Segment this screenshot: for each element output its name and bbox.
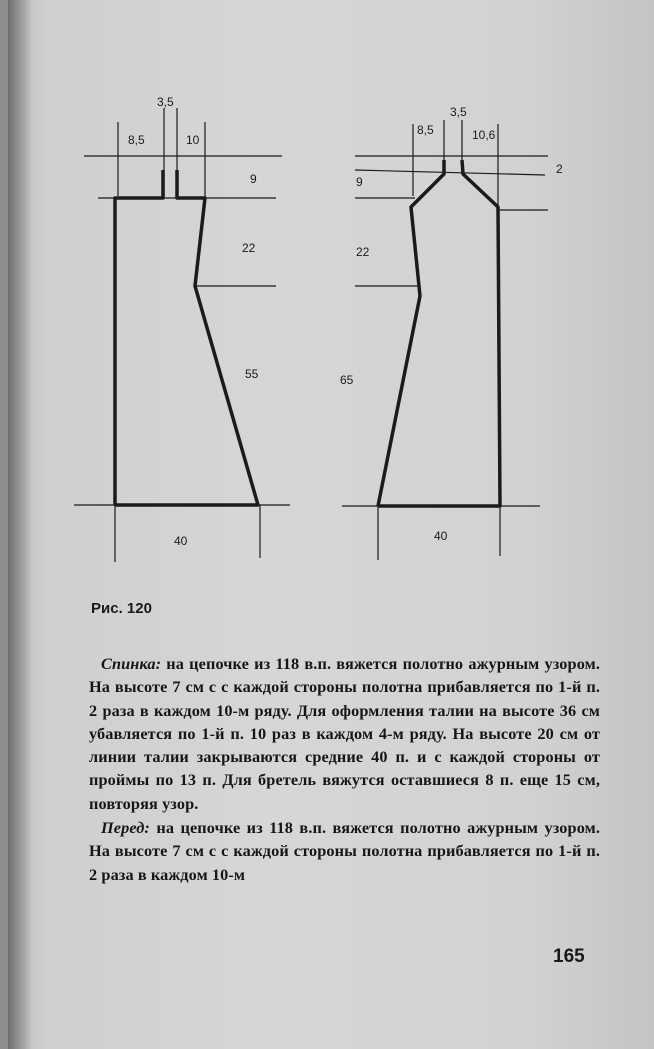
instructions-text <box>89 652 600 886</box>
back-label-neck-offset: 3,5 <box>157 95 174 109</box>
back-pattern-diagram <box>74 108 290 562</box>
page-number: 165 <box>553 946 585 967</box>
front-label-shoulder-right: 10,6 <box>472 128 496 142</box>
back-label-armhole-height: 9 <box>250 172 257 186</box>
pattern-figure <box>8 0 654 620</box>
front-label-neck-offset: 3,5 <box>450 105 467 119</box>
back-label-hem-width: 40 <box>174 534 188 548</box>
front-label-hem-width: 40 <box>434 529 448 543</box>
back-label-to-waist: 22 <box>242 241 256 255</box>
front-label-to-waist: 22 <box>356 245 370 259</box>
book-page <box>8 0 654 1049</box>
front-label-total-length: 65 <box>340 373 354 387</box>
back-label-shoulder-right: 10 <box>186 133 200 147</box>
back-paragraph <box>89 652 600 815</box>
front-lead: Перед: <box>101 818 150 838</box>
front-label-neck-drop: 2 <box>556 162 563 176</box>
front-paragraph <box>89 816 600 886</box>
back-lead: Спинка: <box>101 654 162 673</box>
back-label-lower-length: 55 <box>245 367 259 381</box>
figure-caption: Рис. 120 <box>91 600 152 617</box>
back-body: на цепочке из 118 в.п. вяжется полотно ажурным узором. На высоте 7 см с с каждой стороны полотна прибавляется по 1-й п. 2 раза в каждом 10-м ряду. Для оформления талии на высоте 36 см убавляется по 1-й п. 10 раз в каждом 4-м ряду. На высоте 20 см от линии талии закрываются средние 40 п. и с каждой стороны от проймы по 13 п. Для бретель вяжутся оставшиеся 8 п. еще 15 см, повторяя узор. <box>89 654 600 813</box>
back-label-shoulder-left: 8,5 <box>128 133 145 147</box>
front-body: на цепочке из 118 в.п. вяжется полотно ажурным узором. На высоте 7 см с с каждой стороны полотна прибавляется по 1-й п. 2 раза в каждом 10-м <box>89 818 600 884</box>
front-label-armhole-height: 9 <box>356 175 363 189</box>
front-pattern-diagram <box>342 120 548 560</box>
front-label-shoulder-left: 8,5 <box>417 123 434 137</box>
